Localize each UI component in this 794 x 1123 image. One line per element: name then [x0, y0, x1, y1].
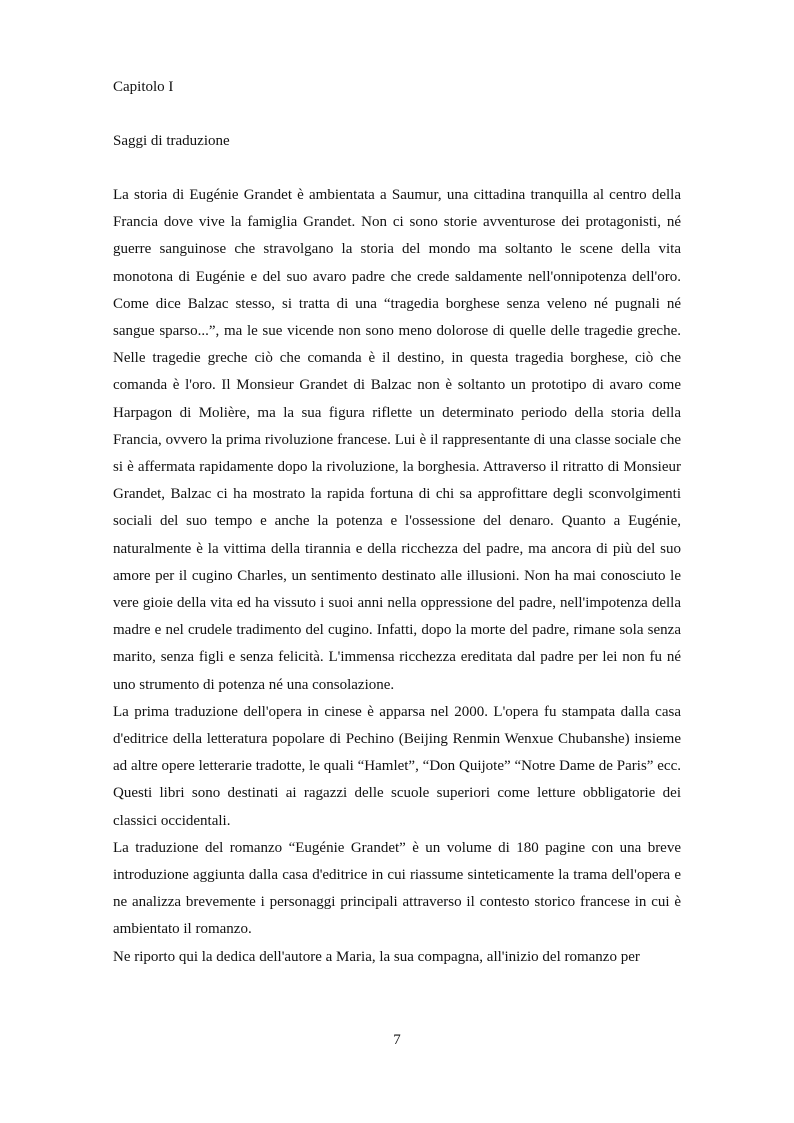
chapter-heading: Capitolo I — [113, 79, 174, 95]
document-page — [113, 0, 681, 1123]
paragraph-first-translation: La prima traduzione dell'opera in cinese è apparsa nel 2000. L'opera fu stampata dalla casa d'editrice della letteratura popolare di Pechino (Beijing Renmin Wenxue Chubanshe) insieme ad altre opere letterarie tradotte, le quali “Hamlet”, “Don Quijote” “Notre Dame de Paris” ecc. Questi libri sono destinati ai ragazzi delle scuole superiori come letture obbligatorie dei classici occidentali. — [113, 703, 681, 829]
page-number: 7 — [393, 1032, 401, 1048]
paragraph-translation-volume: La traduzione del romanzo “Eugénie Grandet” è un volume di 180 pagine con una breve introduzione aggiunta dalla casa d'editrice in cui riassume sinteticamente la trama dell'opera e ne analizza brevemente i personaggi principali attraverso il contesto storico francese in cui è ambientato il romanzo. — [113, 839, 681, 938]
body-text — [113, 182, 681, 971]
section-heading: Saggi di traduzione — [113, 133, 230, 149]
paragraph-dedication: Ne riporto qui la dedica dell'autore a Maria, la sua compagna, all'inizio del romanzo per — [113, 948, 640, 965]
paragraph-intro: La storia di Eugénie Grandet è ambientata a Saumur, una cittadina tranquilla al centro della Francia dove vive la famiglia Grandet. Non ci sono storie avventurose dei protagonisti, né guerre sanguinose che stravolgano la storia del mondo ma soltanto le scene della vita monotona di Eugénie e del suo avaro padre che crede saldamente nell'onnipotenza dell'oro. Come dice Balzac stesso, si tratta di una “tragedia borghese senza veleno né pugnali né sangue sparso...”, ma le sue vicende non sono meno dolorose di quelle delle tragedie greche. Nelle tragedie greche ciò che comanda è il destino, in questa tragedia borghese, ciò che comanda è l'oro. Il Monsieur Grandet di Balzac non è soltanto un prototipo di avaro come Harpagon di Molière, ma la sua figura riflette un determinato periodo della storia della Francia, ovvero la prima rivoluzione francese. Lui è il rappresentante di una classe sociale che si è affermata rapidamente dopo la rivoluzione, la borghesia. Attraverso il ritratto di Monsieur Grandet, Balzac ci ha mostrato la rapida fortuna di chi sa approfittare degli sconvolgimenti sociali del suo tempo e anche la potenza e l'ossessione del denaro. Quanto a Eugénie, naturalmente è la vittima della tirannia e della ricchezza del padre, ma ancora di più del suo amore per il cugino Charles, un sentimento destinato alle illusioni. Non ha mai conosciuto le vere gioie della vita ed ha vissuto i suoi anni nella oppressione del padre, nell'impotenza della madre e nel crudele tradimento del cugino. Infatti, dopo la morte del padre, rimane sola senza marito, senza figli e senza felicità. L'immensa ricchezza ereditata dal padre per lei non fu né uno strumento di potenza né una consolazione. — [113, 187, 681, 693]
